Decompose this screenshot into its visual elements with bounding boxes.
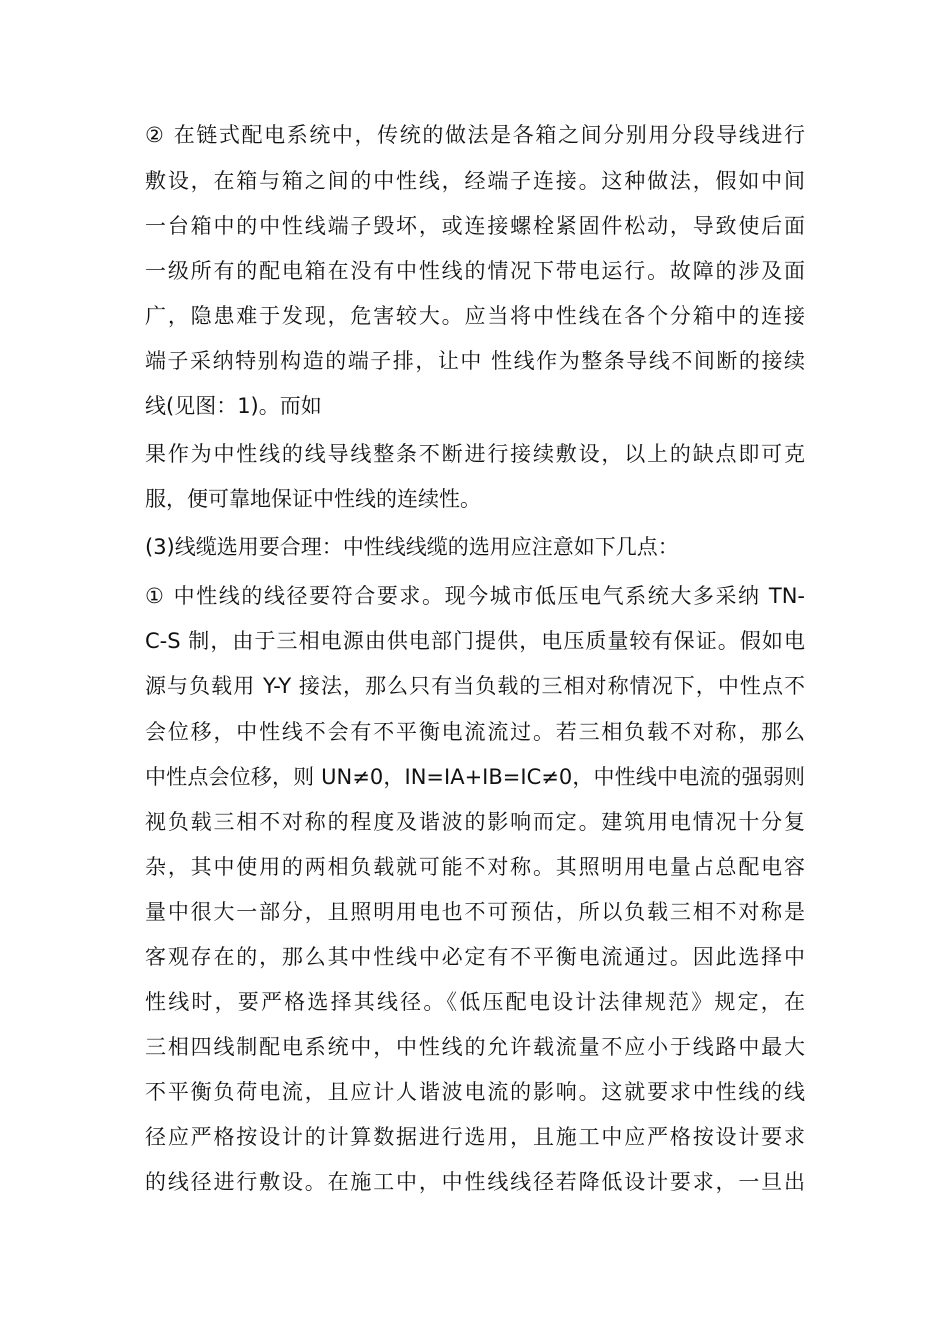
text-line: 三相四线制配电系统中，中性线的允许载流量不应小于线路中最大	[145, 1035, 805, 1059]
text-line: 的线径进行敷设。在施工中，中性线线径若降低设计要求，一旦出	[145, 1170, 805, 1194]
text-line: (3)线缆选用要合理：中性线线缆的选用应注意如下几点：	[145, 535, 679, 559]
text-line: 径应严格按设计的计算数据进行选用，且施工中应严格按设计要求	[145, 1125, 805, 1149]
text-line: 一级所有的配电箱在没有中性线的情况下带电运行。故障的涉及面	[145, 259, 805, 283]
text-line: 端子采纳特别构造的端子排，让中 性线作为整条导线不间断的接续	[145, 349, 805, 373]
text-line: ② 在链式配电系统中，传统的做法是各箱之间分别用分段导线进行	[145, 123, 805, 147]
text-line: C-S 制，由于三相电源由供电部门提供，电压质量较有保证。假如电	[145, 629, 805, 653]
text-line: 中性点会位移，则 UN≠0，IN=IA+IB=IC≠0，中性线中电流的强弱则	[145, 765, 805, 789]
text-line: 果作为中性线的线导线整条不断进行接续敷设，以上的缺点即可克	[145, 442, 805, 466]
text-line: 敷设，在箱与箱之间的中性线，经端子连接。这种做法，假如中间	[145, 169, 805, 193]
text-line: 性线时，要严格选择其线径。《低压配电设计法律规范》规定，在	[145, 990, 805, 1014]
text-line: 一台箱中的中性线端子毁坏，或连接螺栓紧固件松动，导致使后面	[145, 214, 805, 238]
text-line: 客观存在的，那么其中性线中必定有不平衡电流通过。因此选择中	[145, 945, 805, 969]
text-line: 服，便可靠地保证中性线的连续性。	[145, 487, 481, 511]
text-line: 广，隐患难于发现，危害较大。应当将中性线在各个分箱中的连接	[145, 304, 805, 328]
text-line: 杂，其中使用的两相负载就可能不对称。其照明用电量占总配电容	[145, 855, 805, 879]
text-line: 源与负载用 Y-Y 接法，那么只有当负载的三相对称情况下，中性点不	[145, 674, 805, 698]
text-line: 线(见图：1)。而如	[145, 394, 322, 418]
text-line: 量中很大一部分，且照明用电也不可预估，所以负载三相不对称是	[145, 900, 805, 924]
text-line: ① 中性线的线径要符合要求。现今城市低压电气系统大多采纳 TN-	[145, 584, 805, 608]
text-line: 会位移，中性线不会有不平衡电流流过。若三相负载不对称，那么	[145, 720, 805, 744]
text-line: 视负载三相不对称的程度及谐波的影响而定。建筑用电情况十分复	[145, 810, 805, 834]
text-line: 不平衡负荷电流，且应计人谐波电流的影响。这就要求中性线的线	[145, 1080, 805, 1104]
